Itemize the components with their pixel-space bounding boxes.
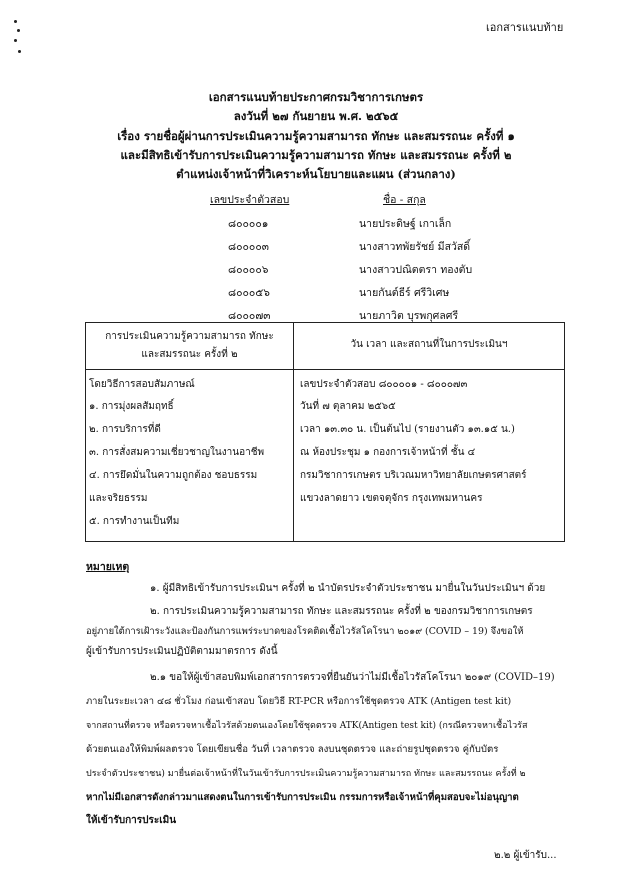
schedule-address-1: กรมวิชาการเกษตร บริเวณมหาวิทยาลัยเกษตรศาสตร์ xyxy=(300,470,527,481)
speck xyxy=(14,39,17,42)
table-header-divider xyxy=(86,369,564,370)
attachment-label: เอกสารแนบท้าย xyxy=(486,21,564,34)
assessment-header-left-line1: การประเมินความรู้ความสามารถ ทักษะ xyxy=(105,331,274,342)
note-line: ด้วยตนเองให้พิมพ์ผลตรวจ โดยเขียนชื่อ วันที่ เวลาตรวจ ลงบนชุดตรวจ และถ่ายรูปชุดตรวจ คู่กับบัตร xyxy=(86,744,499,755)
page-continuation: ๒.๒ ผู้เข้ารับ... xyxy=(494,850,557,861)
note-line: ภายในระยะเวลา ๔๘ ชั่วโมง ก่อนเข้าสอบ โดยวิธี RT-PCR หรือการใช้ชุดตรวจ ATK (Antigen test kit) xyxy=(86,696,512,707)
table-column-divider xyxy=(293,323,294,541)
schedule-address-2: แขวงลาดยาว เขตจตุจักร กรุงเทพมหานคร xyxy=(300,493,483,504)
note-line: อยู่ภายใต้การเฝ้าระวังและป้องกันการแพร่ระบาดของโรคติดเชื้อไวรัสโคโรนา ๒๐๑๙ (COVID – 19) จึงขอให้ xyxy=(86,626,524,637)
assessment-criterion: ๒. การบริการที่ดี xyxy=(89,424,161,435)
schedule-date: วันที่ ๗ ตุลาคม ๒๕๖๕ xyxy=(300,401,396,412)
candidate-name: นายประดิษฐ์ เกาเล็ก xyxy=(359,218,452,230)
scan-specks xyxy=(14,20,24,60)
assessment-criterion: ๔. การยึดมั่นในความถูกต้อง ชอบธรรม xyxy=(89,470,258,481)
candidate-name: นายกันต์ธีร์ ศรีวิเศษ xyxy=(359,287,450,299)
assessment-criterion-cont: และจริยธรรม xyxy=(89,493,148,504)
candidate-name: นางสาวทพัยรัชย์ มีสวัสดิ์ xyxy=(359,241,471,253)
note-line: ผู้เข้ารับการประเมินปฏิบัติตามมาตรการ ดังนี้ xyxy=(86,646,278,657)
speck xyxy=(17,29,20,32)
title-line-1: เอกสารแนบท้ายประกาศกรมวิชาการเกษตร xyxy=(208,90,424,104)
notes-heading: หมายเหตุ xyxy=(86,561,130,573)
column-header-exam-id: เลขประจำตัวสอบ xyxy=(210,194,290,206)
speck xyxy=(14,20,17,23)
schedule-exam-range: เลขประจำตัวสอบ ๘๐๐๐๐๑ - ๘๐๐๐๗๓ xyxy=(300,379,468,390)
note-line: ๒.๑ ขอให้ผู้เข้าสอบพิมพ์เอกสารการตรวจที่ยืนยันว่าไม่มีเชื้อไวรัสโคโรนา ๒๐๑๙ (COVID–19) xyxy=(150,672,555,683)
column-header-name: ชื่อ - สกุล xyxy=(383,194,426,206)
title-subject-1: เรื่อง รายชื่อผู้ผ่านการประเมินความรู้ความสามารถ ทักษะ และสมรรถนะ ครั้งที่ ๑ xyxy=(117,129,515,143)
assessment-criterion: ๓. การสั่งสมความเชี่ยวชาญในงานอาชีพ xyxy=(89,447,265,458)
note-line: หากไม่มีเอกสารดังกล่าวมาแสดงตนในการเข้ารับการประเมิน กรรมการหรือเจ้าหน้าที่คุมสอบจะไม่อนุญาต xyxy=(86,792,519,803)
candidate-name: นางสาวปณิตตรา ทองตับ xyxy=(359,264,473,276)
candidate-id: ๘๐๐๐๗๓ xyxy=(228,310,271,322)
schedule-room: ณ ห้องประชุม ๑ กองการเจ้าหน้าที่ ชั้น ๔ xyxy=(300,447,476,458)
candidate-name: นายภาวิต บุรพกุศลศรี xyxy=(359,310,459,322)
title-subject-2: และมีสิทธิเข้ารับการประเมินความรู้ความสามารถ ทักษะ และสมรรถนะ ครั้งที่ ๒ xyxy=(120,148,512,162)
assessment-method: โดยวิธีการสอบสัมภาษณ์ xyxy=(89,379,195,390)
schedule-time: เวลา ๑๓.๓๐ น. เป็นต้นไป (รายงานตัว ๑๓.๑๕ น.) xyxy=(300,424,515,435)
candidate-id: ๘๐๐๐๐๓ xyxy=(228,241,269,253)
note-line: ๒. การประเมินความรู้ความสามารถ ทักษะ และสมรรถนะ ครั้งที่ ๒ ของกรมวิชาการเกษตร xyxy=(150,606,533,617)
title-date: ลงวันที่ ๒๗ กันยายน พ.ศ. ๒๕๖๕ xyxy=(233,109,399,123)
assessment-header-left-line2: และสมรรถนะ ครั้งที่ ๒ xyxy=(141,349,238,360)
note-line: ให้เข้ารับการประเมิน xyxy=(86,815,177,826)
candidate-id: ๘๐๐๐๐๑ xyxy=(228,218,269,230)
note-line: ประจำตัวประชาชน) มายื่นต่อเจ้าหน้าที่ในวันเข้ารับการประเมินความรู้ความสามารถ ทักษะ และสมรรถนะ ครั้งที่ ๒ xyxy=(86,769,526,779)
assessment-header-right: วัน เวลา และสถานที่ในการประเมินฯ xyxy=(350,339,508,350)
note-line: ๑. ผู้มีสิทธิเข้ารับการประเมินฯ ครั้งที่ ๒ นำบัตรประจำตัวประชาชน มายื่นในวันประเมินฯ ด้วย xyxy=(150,583,546,594)
assessment-criterion: ๑. การมุ่งผลสัมฤทธิ์ xyxy=(89,401,174,412)
note-line: จากสถานที่ตรวจ หรือตรวจหาเชื้อไวรัสด้วยตนเองโดยใช้ชุดตรวจ ATK(Antigen test kit) (กรณีตรวจหาเชื้อไวรัส xyxy=(86,721,528,731)
speck xyxy=(18,50,21,53)
candidate-id: ๘๐๐๐๐๖ xyxy=(228,264,269,276)
title-position: ตำแหน่งเจ้าหน้าที่วิเคราะห์นโยบายและแผน (ส่วนกลาง) xyxy=(176,167,456,181)
candidate-id: ๘๐๐๐๕๖ xyxy=(228,287,270,299)
assessment-table xyxy=(85,322,565,542)
assessment-criterion: ๕. การทำงานเป็นทีม xyxy=(89,516,180,527)
